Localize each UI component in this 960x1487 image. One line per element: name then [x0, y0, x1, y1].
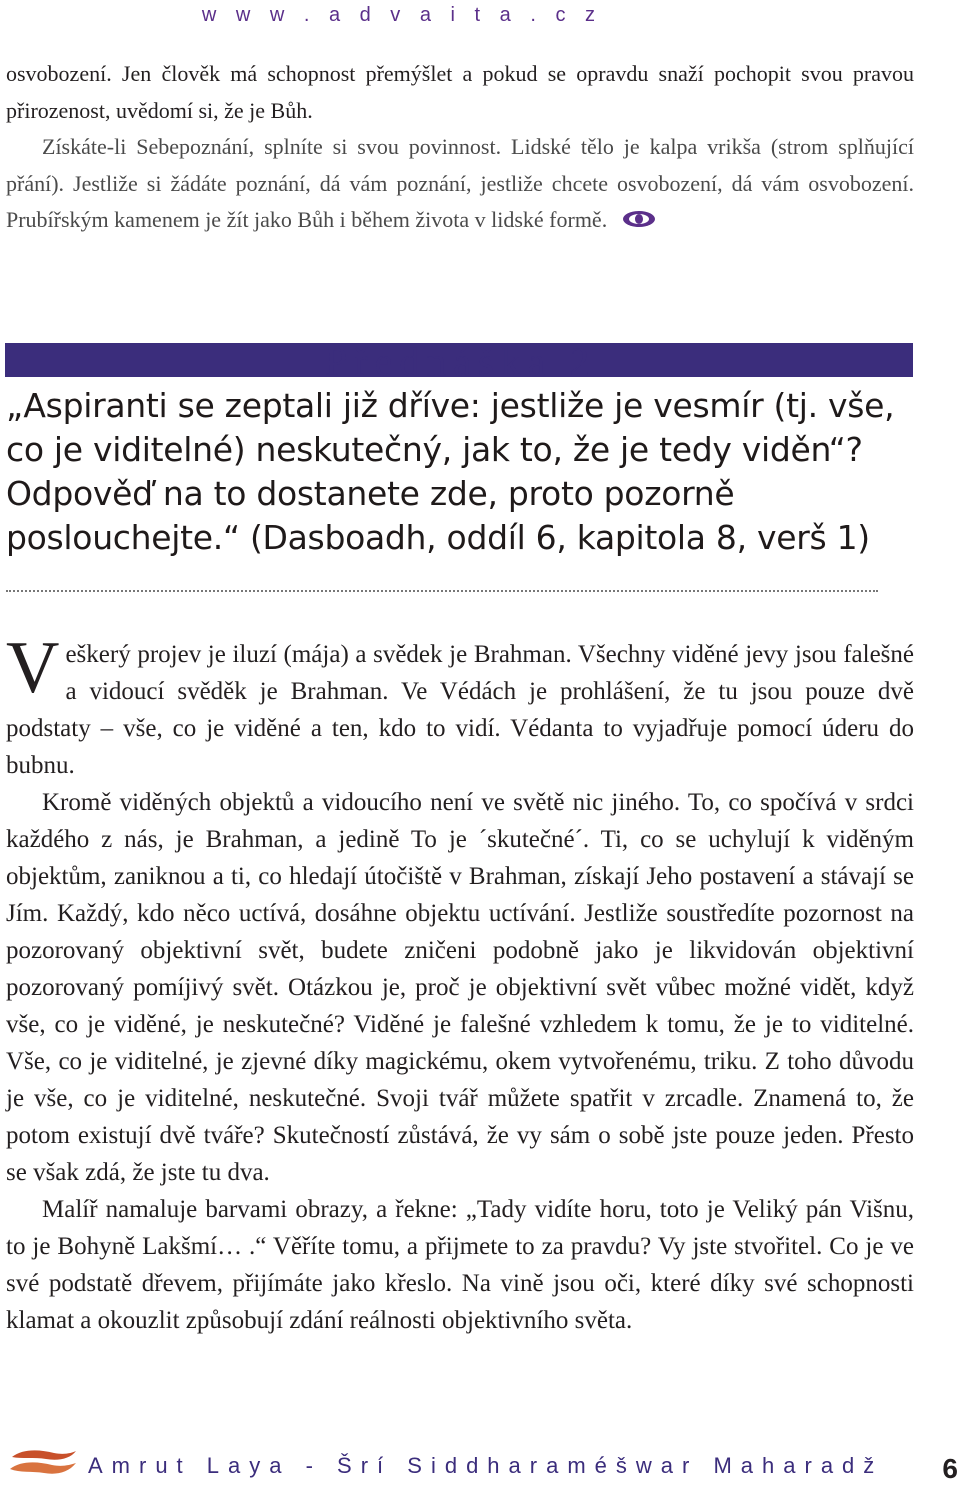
divider — [6, 590, 878, 592]
footer-title: Amrut Laya - Šrí Siddharaméšwar Maharadž — [88, 1453, 884, 1478]
paragraph-1 — [6, 627, 914, 784]
page-footer — [0, 1447, 960, 1487]
site-header: w w w . a d v a i t a . c z — [201, 4, 602, 26]
paragraph-2: Kromě viděných objektů a vidoucího není ve světě nic jiného. To, co spočívá v srdci každého z nás, je Brahman, a jedině To je ´skutečné´. Ti, co se uchylují k viděným objektům, zaniknou a ti, co hledají útočiště v Brahman, získají Jeho postavení a stávají se Jím. Každý, kdo něco uctívá, dosáhne objektu uctívání. Jestliže soustředíte pozornost na pozorovaný objektivní svět, budete zničeni podobně jako je likvidován objektivní pozorovaný pomíjivý svět. Otázkou je, proč je objektivní svět vůbec možné vidět, když vše, co je viděné, je neskutečné? Viděné je falešné vzhledem k tomu, že je to viditelné. Vše, co je viditelné, je zjevné díky magickému, okem vytvořenému, triku. Z toho důvodu je vše, co je viditelné, neskutečné. Svoji tvář můžete spatřit v zrcadle. Znamená to, že potom existují dvě tváře? Skutečností zůstává, že vy sám o sobě jste pouze jeden. Přesto se však zdá, že jste tu dva. — [6, 789, 914, 1186]
epigraph-quote: „Aspiranti se zeptali již dříve: jestliže je vesmír (tj. vše, co je viditelné) neskutečný, jak to, že je tedy viděn“? Odpověď na to dostanete zde, proto pozorně poslouchejte.“ (Dasboadh, oddíl 6, kapitola 8, verš 1) — [6, 386, 895, 557]
section-title: Přednáška 2 — [325, 339, 597, 384]
paragraph-1-text: eškerý projev je iluzí (mája) a svědek je Brahman. Všechny viděné jevy jsou falešné a vidoucí svěděk je Brahman. Ve Védách je prohlášení, že tu jsou pouze dvě podstaty – vše, co je viděné a ten, kdo to vidí. Védanta to vyjadřuje pomocí úderu do bubnu. — [6, 641, 914, 779]
intro-paragraph — [6, 56, 914, 240]
body-text — [6, 627, 914, 1339]
intro-text-2: Získáte-li Sebepoznání, splníte si svou povinnost. Lidské tělo je kalpa vrikša (strom splňující přání). Jestliže si žádáte poznání, dá vám poznání, jestliže chcete osvobození, dá vám osvobození. Prubířským kamenem je žít jako Bůh i během života v lidské formě. — [6, 134, 914, 232]
flame-logo-icon — [8, 1447, 78, 1483]
page-number: 6 — [942, 1453, 958, 1484]
eye-icon — [621, 204, 657, 241]
dropcap: V — [6, 627, 60, 709]
paragraph-3: Malíř namaluje barvami obrazy, a řekne: „Tady vidíte horu, toto je Veliký pán Višnu, to je Bohyně Lakšmí… .“ Věříte tomu, a přijmete to za pravdu? Vy jste stvořitel. Co je ve své podstatě dřevem, přijímáte jako křeslo. Na vině jsou oči, které díky své schopnosti klamat a okouzlit způsobují zdání reálnosti objektivního světa. — [6, 1196, 914, 1334]
intro-text-1: osvobození. Jen člověk má schopnost přemýšlet a pokud se opravdu snaží pochopit svou pravou přirozenost, uvědomí si, že je Bůh. — [6, 61, 914, 123]
